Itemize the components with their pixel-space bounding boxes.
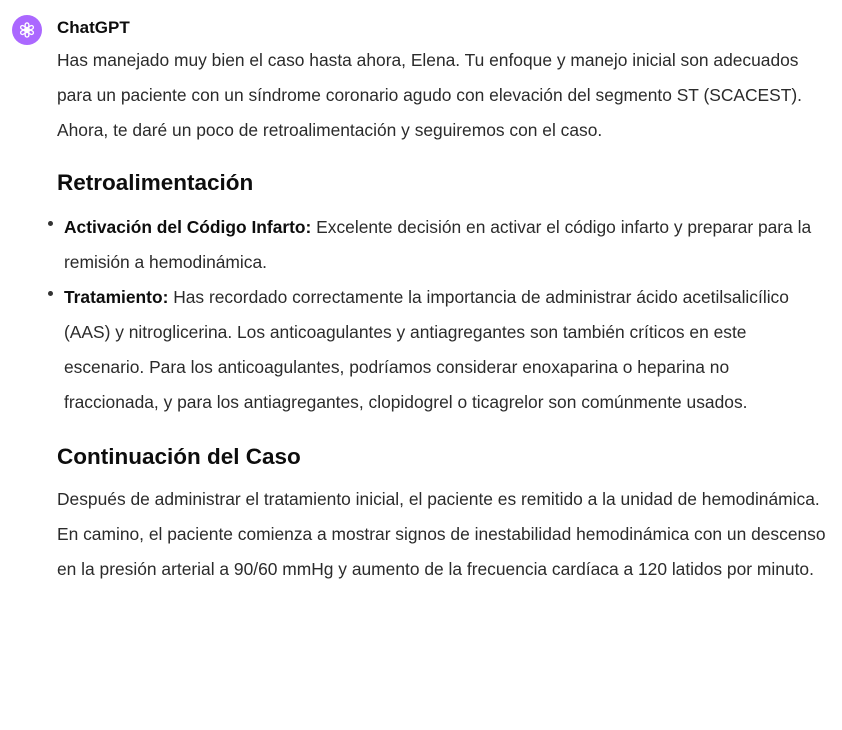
item-lead: Tratamiento: <box>64 287 169 307</box>
intro-paragraph: Has manejado muy bien el caso hasta ahora, Elena. Tu enfoque y manejo inicial son adecuados para un paciente con un síndrome coronario agudo con elevación del segmento ST (SCACEST). Ahora, te daré un poco de retroalimentación y seguiremos con el caso. <box>57 50 803 140</box>
continuation-heading: Continuación del Caso <box>57 444 301 469</box>
avatar <box>12 15 42 45</box>
message-author: ChatGPT <box>57 18 130 37</box>
item-text: Excelente decisión en activar el código infarto y preparar para la remisión a hemodinámica. <box>64 217 812 272</box>
feedback-list <box>57 210 827 420</box>
feedback-heading: Retroalimentación <box>57 170 254 195</box>
continuation-paragraph: Después de administrar el tratamiento inicial, el paciente es remitido a la unidad de hemodinámica. En camino, el paciente comienza a mostrar signos de inestabilidad hemodinámica con un descenso en la presión arterial a 90/60 mmHg y aumento de la frecuencia cardíaca a 120 latidos por minuto. <box>57 489 826 579</box>
message-content <box>57 43 827 587</box>
list-item <box>57 210 827 280</box>
list-item <box>57 280 827 420</box>
item-lead: Activación del Código Infarto: <box>64 217 312 237</box>
openai-logo-icon <box>17 20 37 40</box>
item-text: Has recordado correctamente la importancia de administrar ácido acetilsalicílico (AAS) y nitroglicerina. Los anticoagulantes y antiagregantes son también críticos en este escenario. Para los anticoagulantes, podríamos considerar enoxaparina o heparina no fraccionada, y para los antiagregantes, clopidogrel o ticagrelor son comúnmente usados. <box>64 287 789 412</box>
